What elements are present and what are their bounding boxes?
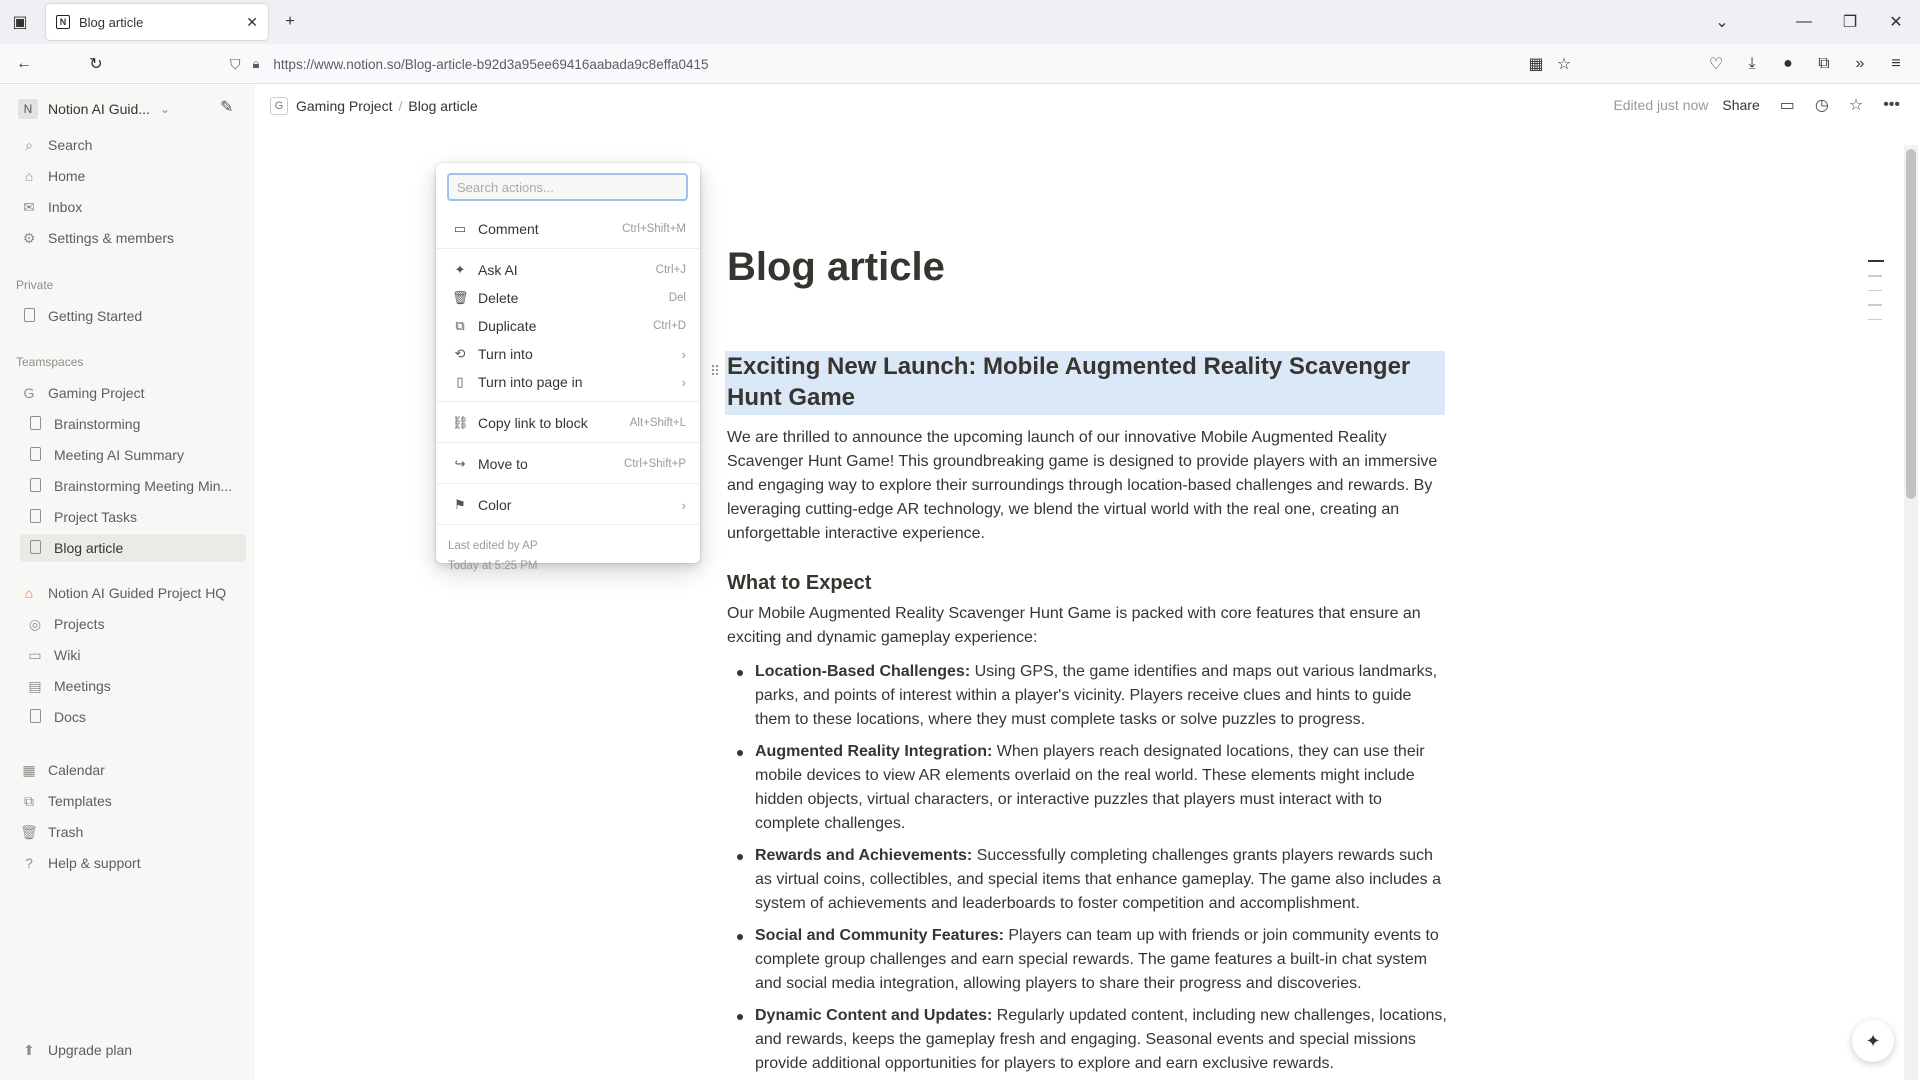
page-icon xyxy=(30,478,41,492)
sidebar-item-label: Trash xyxy=(48,824,84,840)
sidebar-item-brainstorming-meeting[interactable] xyxy=(20,472,246,500)
link-icon: ⛓ xyxy=(452,415,469,430)
sidebar-item-wiki[interactable] xyxy=(20,641,246,669)
list-item[interactable] xyxy=(727,660,1447,732)
book-icon: ▭ xyxy=(28,646,42,663)
breadcrumb-separator: / xyxy=(398,98,403,114)
block-actions-menu xyxy=(436,163,700,572)
page-icon xyxy=(30,709,41,723)
menu-item-duplicate[interactable] xyxy=(442,312,694,340)
gear-icon: ⚙ xyxy=(22,229,36,246)
menu-item-shortcut: Ctrl+Shift+M xyxy=(622,223,686,235)
pocket-icon[interactable]: ♡ xyxy=(1708,56,1724,73)
target-icon: ◎ xyxy=(28,615,42,632)
templates-icon: ⧉ xyxy=(24,792,34,809)
downloads-icon[interactable]: ⤓ xyxy=(1748,55,1756,72)
page-topbar xyxy=(270,85,1900,129)
url-text[interactable]: https://www.notion.so/Blog-article-b92d3a95ee69416aabada9c8effa0415 xyxy=(273,56,709,72)
breadcrumb-parent[interactable]: Gaming Project xyxy=(296,98,393,114)
list-item[interactable] xyxy=(727,1004,1447,1076)
sidebar-item-getting-started[interactable] xyxy=(14,302,246,330)
calendar-list-icon: ▤ xyxy=(28,677,42,694)
chevron-right-icon: › xyxy=(681,374,686,390)
page-scrollbar[interactable] xyxy=(1904,145,1918,1080)
bullet-title: Location-Based Challenges: xyxy=(755,663,971,680)
page-icon xyxy=(30,509,41,523)
last-edited-info xyxy=(448,536,538,576)
menu-item-shortcut: Ctrl+J xyxy=(655,264,686,276)
chevron-right-icon: › xyxy=(681,497,686,513)
breadcrumb-current[interactable]: Blog article xyxy=(408,98,478,114)
edited-status: Edited just now xyxy=(1613,97,1709,113)
drag-handle-icon[interactable]: ⠿ xyxy=(710,363,721,379)
menu-item-shortcut: Ctrl+D xyxy=(653,320,686,332)
sidebar-item-label: Notion AI Guided Project HQ xyxy=(48,585,227,601)
menu-divider xyxy=(436,442,700,443)
teamspaces-section-label: Teamspaces xyxy=(16,355,84,369)
menu-item-turn-into-page[interactable] xyxy=(442,368,694,396)
account-icon[interactable]: ● xyxy=(1783,55,1793,72)
comments-icon[interactable]: ▭ xyxy=(1779,97,1795,114)
tab-list-icon[interactable]: ▣ xyxy=(12,14,28,31)
comment-icon: ▭ xyxy=(453,221,467,236)
sidebar-item-label: Docs xyxy=(54,709,86,725)
menu-divider xyxy=(436,248,700,249)
menu-item-comment[interactable] xyxy=(442,215,694,243)
upgrade-label: Upgrade plan xyxy=(48,1042,133,1058)
heading-block-selected[interactable]: Exciting New Launch: Mobile Augmented Reality Scavenger Hunt Game xyxy=(725,351,1445,415)
menu-item-shortcut: Ctrl+Shift+P xyxy=(624,458,686,470)
page-title[interactable]: Blog article xyxy=(727,245,945,289)
sidebar-item-label: Meetings xyxy=(54,678,111,694)
menu-item-label: Turn into page in xyxy=(478,374,583,390)
inbox-icon: ✉ xyxy=(23,198,35,215)
menu-item-shortcut: Alt+Shift+L xyxy=(629,417,686,429)
menu-item-label: Turn into xyxy=(478,346,533,362)
chevron-right-icon: › xyxy=(681,346,686,362)
bullet-text: When players reach designated locations, they can use their mobile devices to view AR elements overlaid on the real world. These elements might include hidden objects, virtual characters, or interactive puzzles that players must interact with to complete challenges. xyxy=(755,743,1425,832)
browser-tab[interactable] xyxy=(46,4,268,40)
sidebar-item-settings[interactable] xyxy=(14,224,246,252)
teamspace-icon: G xyxy=(23,385,35,401)
menu-item-label: Comment xyxy=(478,221,539,237)
menu-item-label: Delete xyxy=(478,290,519,306)
restore-icon[interactable]: ❐ xyxy=(1842,14,1858,31)
menu-icon[interactable]: ≡ xyxy=(1891,55,1901,72)
teamspace-icon: G xyxy=(270,97,288,115)
close-window-icon[interactable]: ✕ xyxy=(1889,14,1903,31)
sidebar-item-projects[interactable] xyxy=(20,610,246,638)
updates-clock-icon[interactable]: ◷ xyxy=(1814,97,1829,114)
new-page-icon[interactable]: ✎ xyxy=(220,99,234,116)
sidebar-item-label: Inbox xyxy=(48,199,83,215)
minimize-icon[interactable]: — xyxy=(1796,13,1812,30)
sidebar-item-label: Projects xyxy=(54,616,105,632)
sidebar xyxy=(0,85,255,1080)
duplicate-icon: ⧉ xyxy=(455,318,465,333)
move-arrow-icon: ↪ xyxy=(454,456,466,471)
new-tab-icon[interactable]: + xyxy=(285,13,295,30)
browser-nav-bar xyxy=(0,44,1920,84)
sidebar-item-project-tasks[interactable] xyxy=(20,503,246,531)
page-icon xyxy=(30,447,41,461)
list-item[interactable] xyxy=(727,844,1447,916)
bullet-text: Regularly updated content, including new challenges, locations, and rewards, keeps the gameplay fresh and engaging. Seasonal events and special missions provide additional opportunities for players to explore and earn exclusive rewards. xyxy=(755,1007,1447,1072)
sidebar-item-meeting-ai-summary[interactable] xyxy=(20,441,246,469)
bullet-title: Rewards and Achievements: xyxy=(755,847,973,864)
sidebar-item-brainstorming[interactable] xyxy=(20,410,246,438)
sidebar-item-label: Wiki xyxy=(54,647,81,663)
sidebar-item-docs[interactable] xyxy=(20,703,246,731)
home-icon: ⌂ xyxy=(24,585,34,601)
sidebar-item-search[interactable] xyxy=(14,131,246,159)
sidebar-item-label: Blog article xyxy=(54,540,124,556)
search-icon: ⌕ xyxy=(25,136,33,153)
list-item[interactable] xyxy=(727,740,1447,836)
sidebar-item-calendar[interactable] xyxy=(14,756,246,784)
qr-code-icon[interactable]: ▦ xyxy=(1528,56,1544,73)
sidebar-item-label: Search xyxy=(48,137,93,153)
page-icon xyxy=(30,416,41,430)
page-icon xyxy=(30,540,41,554)
back-icon[interactable]: ← xyxy=(16,55,32,72)
sidebar-item-label: Templates xyxy=(48,793,112,809)
close-tab-icon[interactable]: ✕ xyxy=(246,13,258,30)
workspace-name: Notion AI Guid... xyxy=(48,101,150,117)
menu-item-delete[interactable] xyxy=(442,284,694,312)
bullet-title: Dynamic Content and Updates: xyxy=(755,1007,993,1024)
menu-divider xyxy=(436,401,700,402)
sidebar-item-label: Gaming Project xyxy=(48,385,145,401)
shield-icon[interactable]: ⛉ xyxy=(230,55,241,72)
sidebar-item-label: Calendar xyxy=(48,762,105,778)
sidebar-item-templates[interactable] xyxy=(14,787,246,815)
page-icon xyxy=(24,308,35,322)
menu-item-label: Move to xyxy=(478,456,528,472)
menu-item-label: Copy link to block xyxy=(478,415,588,431)
subheading[interactable]: What to Expect xyxy=(727,572,872,594)
lock-icon[interactable]: 🔒︎ xyxy=(252,56,260,71)
notion-ai-sparkle-icon[interactable]: ✦ xyxy=(1852,1020,1894,1062)
url-bar[interactable] xyxy=(230,48,1580,80)
favorite-star-icon[interactable]: ☆ xyxy=(1848,97,1864,114)
menu-item-color[interactable] xyxy=(442,491,694,519)
bullet-title: Augmented Reality Integration: xyxy=(755,743,993,760)
topbar-actions xyxy=(1613,95,1900,115)
trash-icon: 🗑︎ xyxy=(20,823,38,840)
sidebar-item-label: Help & support xyxy=(48,855,141,871)
menu-item-ask-ai[interactable] xyxy=(442,256,694,284)
chevron-down-icon: ⌄ xyxy=(159,102,171,116)
sidebar-item-label: Brainstorming xyxy=(54,416,141,432)
menu-item-label: Duplicate xyxy=(478,318,537,334)
scrollbar-thumb[interactable] xyxy=(1906,149,1916,499)
last-edited-by: Last edited by AP xyxy=(448,540,538,552)
bullet-text: Players can team up with friends or join community events to complete group challenges and earn special rewards. The game features a built-in chat system and social media integration, allowing players to share their progress and discoveries. xyxy=(755,927,1439,992)
sidebar-item-meetings[interactable] xyxy=(20,672,246,700)
sidebar-item-label: Getting Started xyxy=(48,308,143,324)
share-button[interactable]: Share xyxy=(1722,97,1760,113)
menu-item-turn-into[interactable] xyxy=(442,340,694,368)
trash-icon: 🗑︎ xyxy=(452,290,469,305)
sidebar-item-label: Settings & members xyxy=(48,230,175,246)
sidebar-item-gaming-project[interactable] xyxy=(14,379,246,407)
more-options-icon[interactable]: ••• xyxy=(1883,96,1900,113)
menu-item-shortcut: Del xyxy=(668,292,686,304)
workspace-switcher[interactable] xyxy=(18,99,170,119)
list-item[interactable] xyxy=(727,924,1447,996)
notion-favicon-icon: N xyxy=(56,15,70,29)
sidebar-item-label: Meeting AI Summary xyxy=(54,447,184,463)
workspace-avatar: N xyxy=(18,99,38,119)
tab-title: Blog article xyxy=(79,14,144,30)
sidebar-item-blog-article[interactable] xyxy=(20,534,246,562)
page-icon: ▯ xyxy=(456,374,464,389)
home-icon: ⌂ xyxy=(24,168,34,184)
more-tools-icon[interactable]: » xyxy=(1855,55,1865,72)
menu-item-copy-link[interactable] xyxy=(442,409,694,437)
menu-divider xyxy=(436,524,700,525)
bullet-text: Using GPS, the game identifies and maps out various landmarks, parks, and points of interest within a player's vicinity. Players receive clues and hints to guide them to these locations, where they must complete tasks or solve puzzles to progress. xyxy=(755,663,1438,728)
menu-divider xyxy=(436,483,700,484)
sidebar-item-home[interactable] xyxy=(14,162,246,190)
sidebar-item-label: Brainstorming Meeting Min... xyxy=(54,478,233,494)
menu-item-label: Ask AI xyxy=(478,262,518,278)
upgrade-plan-button[interactable] xyxy=(14,1036,246,1064)
notion-app xyxy=(0,85,1920,1080)
sidebar-item-label: Home xyxy=(48,168,86,184)
expect-paragraph[interactable]: Our Mobile Augmented Reality Scavenger Hunt Game is packed with core features that ensure an exciting and dynamic gameplay experience: xyxy=(727,605,1421,646)
search-actions-input[interactable]: Search actions... xyxy=(447,173,688,201)
last-edited-time: Today at 5:25 PM xyxy=(448,560,538,572)
breadcrumb xyxy=(270,97,478,115)
bullet-text: Successfully completing challenges grants players rewards such as virtual coins, collectibles, and special items that enhance gameplay. The game also includes a system of achievements and leaderboards to foster competition and accomplishment. xyxy=(755,847,1442,912)
intro-paragraph[interactable]: We are thrilled to announce the upcoming launch of our innovative Mobile Augmented Reality Scavenger Hunt Game! This groundbreaking game is designed to provide players with an immersive and engaging way to explore their surroundings through location-based challenges and rewards. By leveraging cutting-edge AR technology, we blend the virtual world with the real one, creating an unforgettable interactive experience. xyxy=(727,429,1438,542)
sparkle-icon: ✦ xyxy=(454,262,466,277)
paint-roller-icon: ⚑ xyxy=(454,497,466,512)
sidebar-item-trash[interactable] xyxy=(14,818,246,846)
turn-into-icon: ⟲ xyxy=(454,346,466,361)
table-of-contents-outline[interactable] xyxy=(1868,260,1884,333)
sidebar-item-project-hq[interactable] xyxy=(14,579,246,607)
sidebar-item-label: Project Tasks xyxy=(54,509,137,525)
list-all-tabs-icon[interactable]: ⌄ xyxy=(1715,14,1729,31)
help-icon: ? xyxy=(25,855,33,871)
feature-list xyxy=(727,660,1447,1080)
bullet-title: Social and Community Features: xyxy=(755,927,1004,944)
browser-tab-bar xyxy=(0,0,1920,44)
reload-icon[interactable]: ↻ xyxy=(89,56,103,73)
sidebar-item-help[interactable] xyxy=(14,849,246,877)
upgrade-icon: ⬆ xyxy=(23,1041,35,1058)
calendar-icon: ▦ xyxy=(22,761,36,778)
menu-item-move-to[interactable] xyxy=(442,450,694,478)
bookmark-star-icon[interactable]: ☆ xyxy=(1556,56,1572,73)
extensions-icon[interactable]: ⧉ xyxy=(1818,55,1830,72)
private-section-label: Private xyxy=(16,278,54,292)
sidebar-item-inbox[interactable] xyxy=(14,193,246,221)
menu-item-label: Color xyxy=(478,497,512,513)
